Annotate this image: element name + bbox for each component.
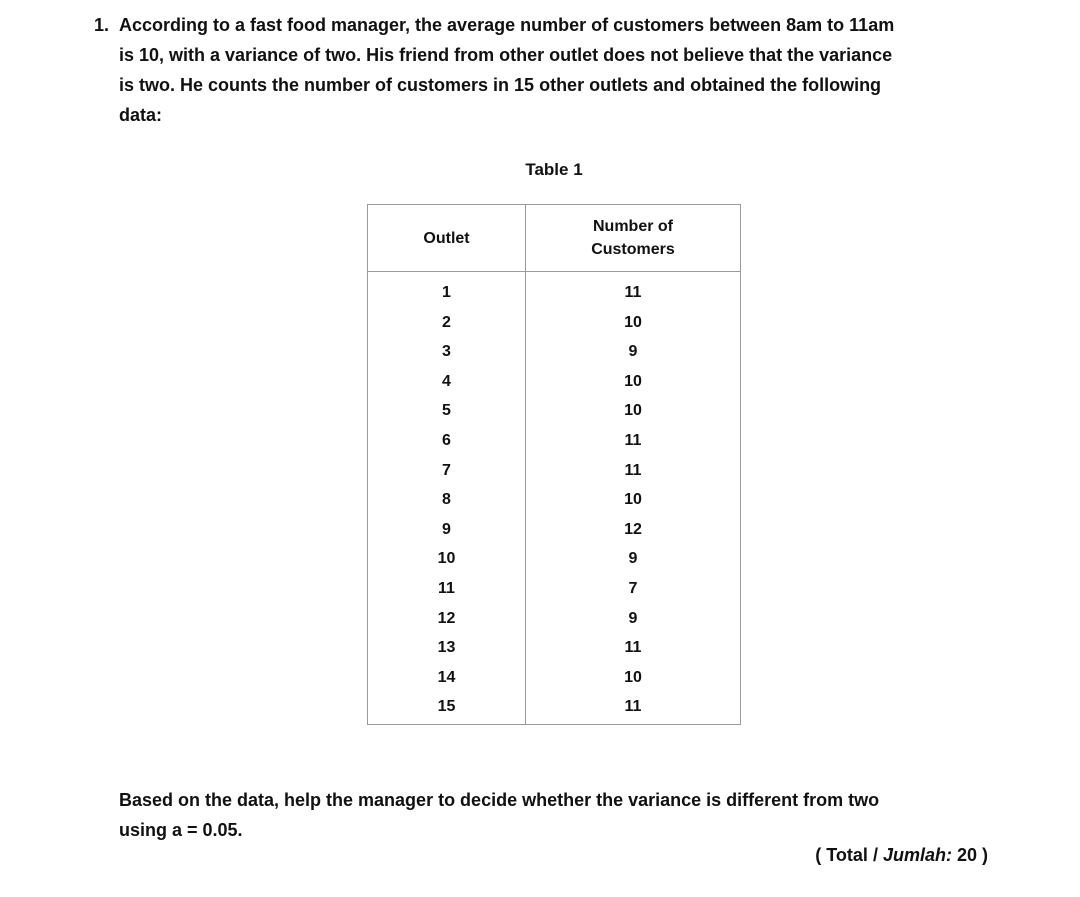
cell-customers: 9 [526,337,741,367]
cell-outlet: 13 [368,633,526,663]
cell-outlet: 4 [368,367,526,397]
cell-customers: 11 [526,692,741,724]
cell-outlet: 6 [368,426,526,456]
customers-table [367,204,741,725]
cell-outlet: 2 [368,308,526,338]
header-customers-line-1: Number of [593,218,673,235]
table-row [368,337,741,367]
cell-customers: 9 [526,604,741,634]
cell-outlet: 3 [368,337,526,367]
table-row [368,692,741,724]
cell-customers: 10 [526,367,741,397]
cell-customers: 10 [526,396,741,426]
cell-customers: 10 [526,485,741,515]
cell-customers: 11 [526,272,741,308]
cell-outlet: 14 [368,663,526,693]
followup-line-1: Based on the data, help the manager to decide whether the variance is different from two [119,790,880,810]
cell-customers: 11 [526,426,741,456]
total-marks [815,845,988,866]
table-row [368,663,741,693]
question-line-3: is two. He counts the number of customers in 15 other outlets and obtained the following [119,75,882,95]
question-line-1: According to a fast food manager, the average number of customers between 8am to 11am [119,15,895,35]
cell-outlet: 5 [368,396,526,426]
table-row [368,633,741,663]
followup-line-2: using a = 0.05. [119,820,243,840]
question-number: 1. [94,15,110,35]
cell-outlet: 7 [368,456,526,486]
cell-outlet: 8 [368,485,526,515]
cell-customers: 10 [526,663,741,693]
table-caption: Table 1 [525,160,583,179]
cell-customers: 12 [526,515,741,545]
header-customers [526,205,741,272]
cell-outlet: 10 [368,544,526,574]
table-row [368,272,741,308]
table-row [368,396,741,426]
header-customers-line-2: Customers [591,241,675,258]
table-row [368,367,741,397]
question-line-2: is 10, with a variance of two. His friend from other outlet does not believe that the variance [119,45,893,65]
cell-outlet: 11 [368,574,526,604]
table-row [368,308,741,338]
table-row [368,485,741,515]
table-row [368,544,741,574]
cell-customers: 11 [526,633,741,663]
table-row [368,604,741,634]
cell-outlet: 1 [368,272,526,308]
total-open: ( Total / [815,845,883,865]
cell-customers: 7 [526,574,741,604]
cell-customers: 11 [526,456,741,486]
table-header-row [368,205,741,272]
total-jumlah: Jumlah: [882,845,952,865]
header-outlet: Outlet [368,205,526,272]
cell-outlet: 12 [368,604,526,634]
table-row [368,574,741,604]
cell-outlet: 15 [368,692,526,724]
question-line-4: data: [119,105,163,125]
cell-customers: 10 [526,308,741,338]
table-body [368,272,741,725]
cell-customers: 9 [526,544,741,574]
table-row [368,456,741,486]
cell-outlet: 9 [368,515,526,545]
total-value: 20 ) [951,845,988,865]
table-row [368,515,741,545]
followup-block [119,785,879,845]
table-row [368,426,741,456]
